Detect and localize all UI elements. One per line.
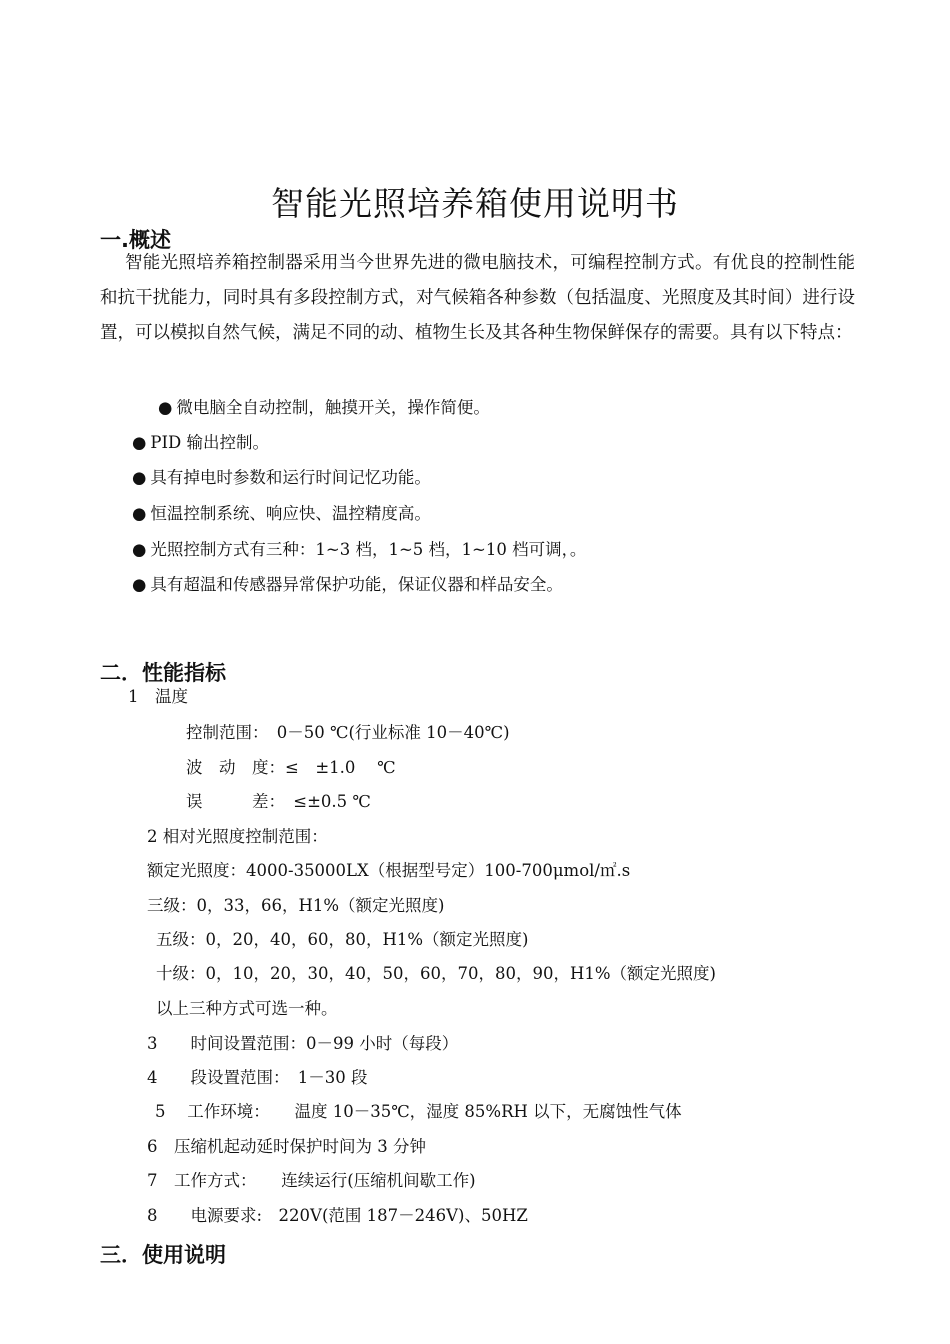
feature-bullet (158, 397, 490, 419)
section-heading-usage: 三．使用说明 (100, 1243, 226, 1267)
spec-light-choose: 以上三种方式可选一种。 (156, 999, 338, 1018)
feature-bullet (132, 432, 269, 454)
spec-temperature-title: 1 温度 (128, 687, 188, 706)
feature-bullet (132, 467, 431, 489)
spec-light-3-level: 三级：0，33，66，H1%（额定光照度) (147, 896, 445, 915)
spec-temp-error: 误 差： ≤±0.5 ℃ (186, 792, 371, 811)
section-heading-overview: 一.概述 (100, 228, 171, 252)
spec-light-title: 2 相对光照度控制范围： (147, 827, 328, 846)
bullet-text: 微电脑全自动控制，触摸开关，操作简便。 (176, 398, 490, 417)
feature-bullet (132, 539, 586, 561)
bullet-text: 具有超温和传感器异常保护功能，保证仪器和样品安全。 (150, 575, 563, 594)
spec-power: 8 电源要求: 220V(范围 187－246V)、50HZ (147, 1206, 528, 1225)
bullet-dot-icon: ● (132, 504, 147, 523)
bullet-text: PID 输出控制。 (150, 433, 269, 452)
spec-light-rated: 额定光照度：4000-35000LX（根据型号定）100-700μmol/㎡.s (147, 861, 631, 880)
bullet-text: 光照控制方式有三种：1~3 档，1~5 档，1~10 档可调，。 (150, 540, 587, 559)
spec-compressor-delay: 6 压缩机起动延时保护时间为 3 分钟 (147, 1137, 426, 1156)
bullet-dot-icon: ● (132, 575, 147, 594)
spec-work-mode: 7 工作方式： 连续运行(压缩机间歇工作) (147, 1171, 476, 1190)
spec-temp-range: 控制范围： 0－50 ℃(行业标准 10－40℃) (186, 723, 510, 742)
spec-light-5-level: 五级：0，20，40，60，80，H1%（额定光照度) (156, 930, 529, 949)
bullet-dot-icon: ● (132, 433, 147, 452)
bullet-text: 恒温控制系统、响应快、温控精度高。 (150, 504, 431, 523)
spec-temp-fluctuation: 波 动 度：≤ ±1.0 ℃ (186, 758, 396, 777)
spec-segment-range: 4 段设置范围： 1－30 段 (147, 1068, 368, 1087)
spec-time-range: 3 时间设置范围：0－99 小时（每段） (147, 1034, 459, 1053)
spec-environment: 5 工作环境： 温度 10－35℃，湿度 85%RH 以下，无腐蚀性气体 (155, 1102, 682, 1121)
overview-paragraph: 智能光照培养箱控制器采用当今世界先进的微电脑技术，可编程控制方式。有优良的控制性能和抗干扰能力，同时具有多段控制方式，对气候箱各种参数（包括温度、光照度及其时间）进行设置，可以模拟自然气候，满足不同的动、植物生长及其各种生物保鲜保存的需要。具有以下特点： (100, 253, 855, 343)
section-heading-specs: 二．性能指标 (100, 661, 226, 685)
document-title: 智能光照培养箱使用说明书 (271, 184, 679, 223)
bullet-text: 具有掉电时参数和运行时间记忆功能。 (150, 468, 431, 487)
bullet-dot-icon: ● (132, 540, 147, 559)
feature-bullet (132, 574, 563, 596)
spec-light-10-level: 十级：0，10，20，30，40，50，60，70，80，90，H1%（额定光照度) (156, 964, 716, 983)
bullet-dot-icon: ● (132, 468, 147, 487)
feature-bullet (132, 503, 431, 525)
bullet-dot-icon: ● (158, 398, 173, 417)
